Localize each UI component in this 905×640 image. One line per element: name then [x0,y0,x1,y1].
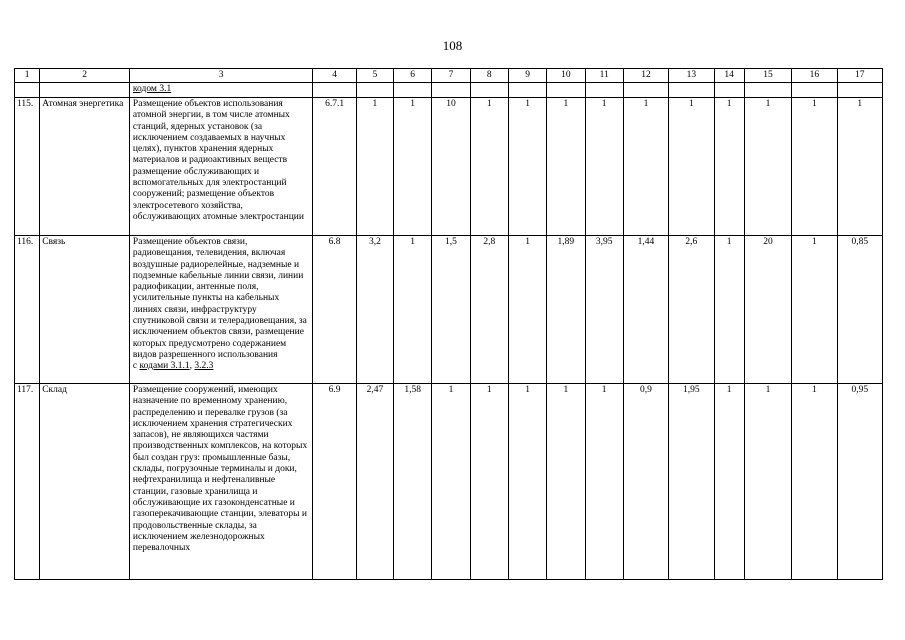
code-link[interactable]: кодами 3.1.1 [139,361,190,372]
row-value: 0,95 [837,384,883,580]
description-separator: , [189,361,195,372]
row-value: 1 [547,384,585,580]
row-name: Склад [40,384,130,580]
column-header: 12 [623,69,668,83]
row-value: 1 [508,98,546,236]
row-number: 116. [15,236,40,384]
continuation-code-link[interactable]: кодом 3.1 [132,84,172,94]
row-value: 1 [744,384,791,580]
column-header: 7 [432,69,470,83]
row-code: 6.7.1 [313,98,356,236]
page-number: 108 [442,38,463,53]
table-row [15,98,883,236]
column-header: 5 [356,69,393,83]
column-header: 9 [508,69,546,83]
row-value: 1 [470,384,508,580]
row-value: 2,8 [470,236,508,384]
column-header: 3 [129,69,312,83]
row-value: 1 [508,236,546,384]
column-header: 1 [15,69,40,83]
row-value: 1 [585,384,623,580]
row-value: 1 [585,98,623,236]
row-value: 1 [394,236,432,384]
row-value: 1 [623,98,668,236]
row-value: 3,95 [585,236,623,384]
row-value: 1,58 [394,384,432,580]
row-description: Размещение объектов использования атомной энергии, в том числе атомных станций, ядерных установок (за исключением создаваемых в научных целях), пунктов хранения ядерных материалов и радиоактивных веществ размещение обслуживающих и вспомогательных для электростанций сооружений; размещение объектов электросетевого хозяйства, обслуживающих атомные электростанции [129,98,312,236]
row-value: 1 [714,236,744,384]
row-value: 1,44 [623,236,668,384]
description-tail-text: с [132,361,140,372]
column-header: 10 [547,69,585,83]
row-code: 6.9 [313,384,356,580]
row-value: 1 [470,98,508,236]
row-number: 115. [15,98,40,236]
row-value: 1 [508,384,546,580]
row-description: Размещение сооружений, имеющих назначение по временному хранению, распределению и перевалке грузов (за исключением хранения стратегических запасов), не являющихся частями производственных комплексов, на которых был создан груз: промышленные базы, склады, погрузочные терминалы и доки, нефтехранилища и нефтеналивные станции, газовые хранилища и обслуживающие их газоконденсатные и газоперекачивающие станции, элеваторы и продовольственные склады, за исключением железнодорожных перевалочных [129,384,312,580]
row-value: 1 [792,98,837,236]
column-header: 6 [394,69,432,83]
row-value: 1 [432,384,470,580]
column-header: 14 [714,69,744,83]
row-name: Связь [40,236,130,384]
column-header: 4 [313,69,356,83]
column-header: 8 [470,69,508,83]
row-value: 10 [432,98,470,236]
row-value: 1 [837,98,883,236]
row-value: 1 [792,236,837,384]
row-value: 1 [744,98,791,236]
row-description-cell [129,236,312,384]
row-description: Размещение объектов связи, радиовещания, телевидения, включая воздушные радиорелейные, надземные и подземные кабельные линии связи, линии радиофикации, антенные поля, усилительные пункты на кабельных линиях связи, инфраструктуру спутниковой связи и телерадиовещания, за исключением объектов связи, размещение которых предусмотрено содержанием видов разрешенного использования [132,237,307,360]
row-name: Атомная энергетика [40,98,130,236]
row-value: 1,95 [669,384,714,580]
row-value: 20 [744,236,791,384]
data-table [14,68,883,580]
column-number-header-row [15,69,883,83]
row-value: 1 [394,98,432,236]
row-value: 1 [792,384,837,580]
column-header: 16 [792,69,837,83]
column-header: 17 [837,69,883,83]
row-code: 6.8 [313,236,356,384]
row-value: 3,2 [356,236,393,384]
column-header: 2 [40,69,130,83]
row-value: 0,9 [623,384,668,580]
row-value: 1 [669,98,714,236]
row-value: 2,47 [356,384,393,580]
continuation-row [15,83,883,98]
column-header: 15 [744,69,791,83]
column-header: 13 [669,69,714,83]
column-header: 11 [585,69,623,83]
row-value: 1 [356,98,393,236]
table-row [15,236,883,384]
row-value: 2,6 [669,236,714,384]
row-value: 1,5 [432,236,470,384]
code-link[interactable]: 3.2.3 [194,361,214,372]
row-value: 1 [547,98,585,236]
row-value: 0,85 [837,236,883,384]
row-value: 1 [714,384,744,580]
row-number: 117. [15,384,40,580]
table-row [15,384,883,580]
row-value: 1 [714,98,744,236]
row-value: 1,89 [547,236,585,384]
